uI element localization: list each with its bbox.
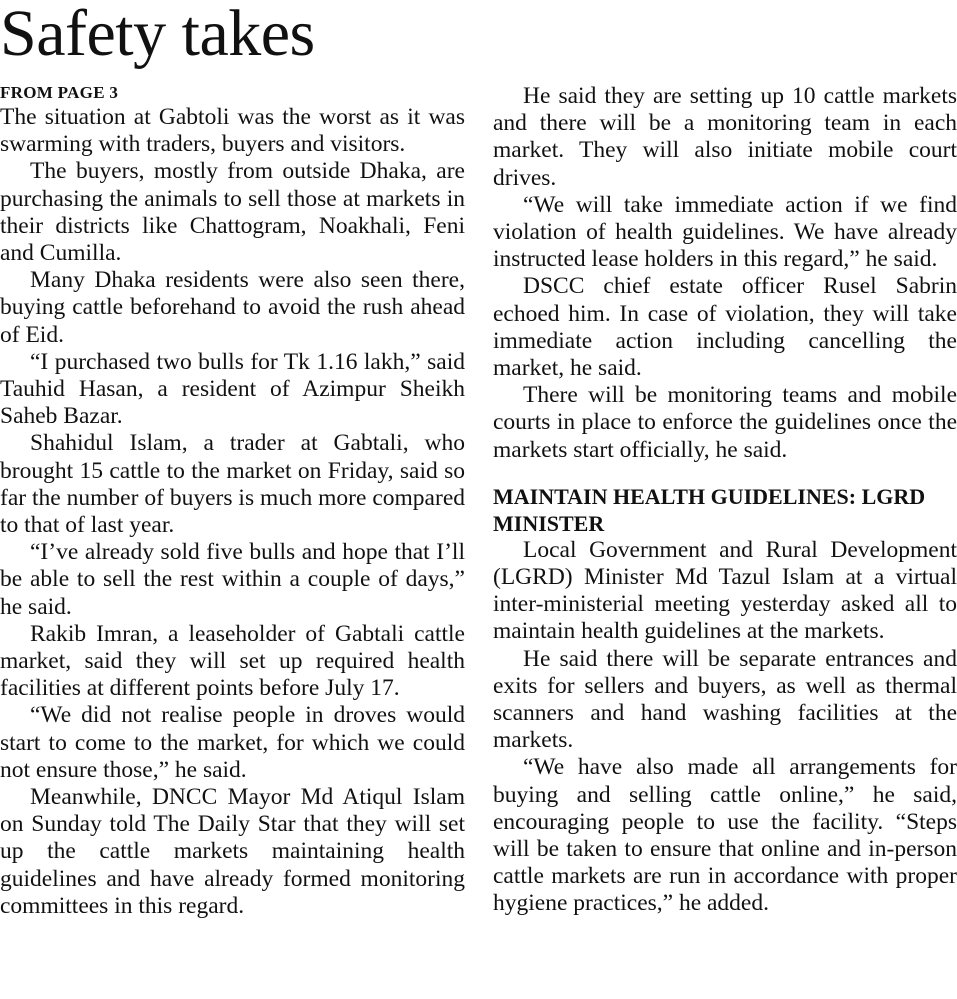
paragraph: “We will take immediate action if we find violation of health guidelines. We have already instructed lease holders in this regard,” he said. bbox=[493, 191, 957, 273]
paragraph: The situation at Gabtoli was the worst as it was swarming with traders, buyers and visitors. bbox=[0, 104, 465, 158]
paragraph: He said there will be separate entrances and exits for sellers and buyers, as well as thermal scanners and hand washing facilities at the markets. bbox=[493, 645, 957, 754]
paragraph: DSCC chief estate officer Rusel Sabrin echoed him. In case of violation, they will take immediate action including cancelling the market, he said. bbox=[493, 273, 957, 382]
paragraph: “We did not realise people in droves would start to come to the market, for which we could not ensure those,” he said. bbox=[0, 702, 465, 783]
paragraph: “I’ve already sold five bulls and hope that I’ll be able to sell the rest within a couple of days,” he said. bbox=[0, 539, 465, 620]
paragraph: Local Government and Rural Development (LGRD) Minister Md Tazul Islam at a virtual inter-ministerial meeting yesterday asked all to maintain health guidelines at the markets. bbox=[493, 536, 957, 645]
paragraph: There will be monitoring teams and mobile courts in place to enforce the guidelines once the markets start officially, he said. bbox=[493, 382, 957, 463]
paragraph: The buyers, mostly from outside Dhaka, are purchasing the animals to sell those at markets in their districts like Chattogram, Noakhali, Feni and Cumilla. bbox=[0, 158, 465, 267]
left-column bbox=[0, 104, 465, 920]
paragraph: Meanwhile, DNCC Mayor Md Atiqul Islam on Sunday told The Daily Star that they will set up the cattle markets maintaining health guidelines and have already formed monitoring committees in this regard. bbox=[0, 784, 465, 919]
right-column bbox=[493, 83, 957, 918]
paragraph: “I purchased two bulls for Tk 1.16 lakh,” said Tauhid Hasan, a resident of Azimpur Sheikh Saheb Bazar. bbox=[0, 348, 465, 430]
paragraph: Shahidul Islam, a trader at Gabtali, who brought 15 cattle to the market on Friday, said so far the number of buyers is much more compared to that of last year. bbox=[0, 430, 465, 539]
paragraph: “We have also made all arrangements for buying and selling cattle online,” he said, encouraging people to use the facility. “Steps will be taken to ensure that online and in-person cattle markets are run in accordance with proper hygiene practices,” he added. bbox=[493, 754, 957, 917]
paragraph: He said they are setting up 10 cattle markets and there will be a monitoring team in each market. They will also initiate mobile court drives. bbox=[493, 83, 957, 191]
paragraph: Rakib Imran, a leaseholder of Gabtali cattle market, said they will set up required health facilities at different points before July 17. bbox=[0, 620, 465, 702]
paragraph: Many Dhaka residents were also seen there, buying cattle beforehand to avoid the rush ahead of Eid. bbox=[0, 267, 465, 348]
headline: Safety takes bbox=[0, 0, 315, 70]
subhead: MAINTAIN HEALTH GUIDELINES: LGRD MINISTER bbox=[493, 483, 926, 536]
jump-line: FROM PAGE 3 bbox=[0, 83, 119, 102]
